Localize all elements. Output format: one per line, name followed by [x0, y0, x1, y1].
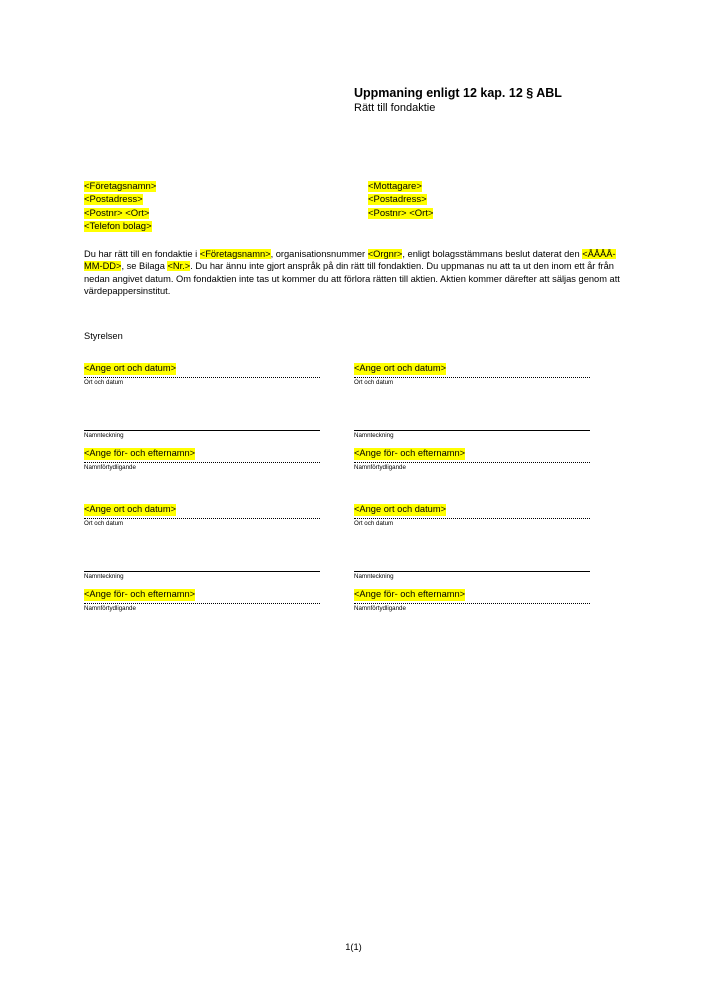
signature-block-4	[354, 499, 590, 612]
signature-caption: Namnteckning	[354, 573, 394, 581]
place-date-line	[84, 377, 320, 378]
body-text-1: Du har rätt till en fondaktie i	[84, 249, 200, 259]
sender-postal-city: <Postnr> <Ort>	[84, 207, 150, 219]
sender-company: <Företagsnamn>	[84, 181, 157, 192]
signature-caption: Namnteckning	[354, 432, 394, 440]
signature-block-2	[354, 358, 590, 471]
page-subtitle: Rätt till fondaktie	[354, 102, 436, 115]
signature-line	[354, 430, 590, 431]
body-paragraph	[84, 248, 634, 297]
signature-caption: Namnteckning	[84, 573, 124, 581]
field-company-name: <Företagsnamn>	[199, 249, 271, 259]
name-caption: Namnförtydligande	[354, 604, 406, 612]
sender-street: <Postadress>	[84, 194, 143, 206]
place-date-line	[354, 518, 590, 519]
place-date-value[interactable]: <Ange ort och datum>	[354, 504, 446, 514]
body-text-4: , se Bilaga	[121, 261, 168, 272]
name-value[interactable]: <Ange för- och efternamn>	[354, 588, 466, 599]
recipient-street: <Postadress>	[368, 194, 427, 206]
place-date-caption: Ort och datum	[84, 379, 124, 386]
place-date-value[interactable]: <Ange ort och datum>	[84, 504, 176, 514]
place-date-line	[84, 518, 320, 519]
name-caption: Namnförtydligande	[354, 463, 406, 471]
signature-caption: Namnteckning	[84, 432, 124, 440]
place-date-caption: Ort och datum	[354, 520, 394, 527]
name-caption: Namnförtydligande	[84, 463, 136, 471]
body-text-5: . Du har ännu inte gjort anspråk på din rätt till fondaktien. Du uppmanas nu att ta ut den inom ett år från nedan angivet datum. Om fondaktien inte tas ut kommer du att förlora rätten till aktien. Aktien kommer därefter att säljas genom att värdepappersinstitut.	[84, 261, 620, 297]
name-line	[354, 603, 590, 604]
page-number: 1(1)	[345, 942, 362, 952]
name-value[interactable]: <Ange för- och efternamn>	[84, 588, 196, 599]
field-attachment-number: <Nr.>	[167, 261, 191, 272]
name-line	[84, 462, 320, 463]
name-caption: Namnförtydligande	[84, 604, 136, 612]
name-line	[84, 603, 320, 604]
field-date: <ÅÅÅÅ-MM-DD>	[84, 249, 616, 272]
place-date-line	[354, 377, 590, 378]
name-line	[354, 462, 590, 463]
name-value[interactable]: <Ange för- och efternamn>	[354, 447, 466, 458]
page-title: Uppmaning enligt 12 kap. 12 § ABL	[354, 86, 562, 100]
document-header	[354, 86, 624, 116]
signature-space[interactable]	[354, 527, 590, 571]
signature-line	[354, 571, 590, 572]
signature-block-3	[84, 499, 320, 612]
place-date-value[interactable]: <Ange ort och datum>	[84, 363, 176, 373]
board-label: Styrelsen	[84, 331, 123, 341]
signature-block-1	[84, 358, 320, 471]
sender-phone: <Telefon bolag>	[84, 221, 152, 233]
name-value[interactable]: <Ange för- och efternamn>	[84, 447, 196, 458]
sender-address-block	[84, 180, 156, 234]
field-orgnr: <Orgnr>	[367, 249, 403, 259]
place-date-caption: Ort och datum	[84, 520, 124, 527]
footer	[0, 942, 707, 952]
recipient-postal-city: <Postnr> <Ort>	[368, 207, 434, 219]
recipient-name: <Mottagare>	[368, 181, 422, 192]
signature-line	[84, 571, 320, 572]
recipient-address-block	[368, 180, 433, 220]
signature-space[interactable]	[354, 386, 590, 430]
signature-space[interactable]	[84, 386, 320, 430]
place-date-value[interactable]: <Ange ort och datum>	[354, 363, 446, 373]
place-date-caption: Ort och datum	[354, 379, 394, 386]
body-text-2: , organisationsnummer	[270, 249, 368, 259]
signature-line	[84, 430, 320, 431]
signature-space[interactable]	[84, 527, 320, 571]
body-text-3: , enligt bolagsstämmans beslut daterat den	[402, 249, 583, 259]
